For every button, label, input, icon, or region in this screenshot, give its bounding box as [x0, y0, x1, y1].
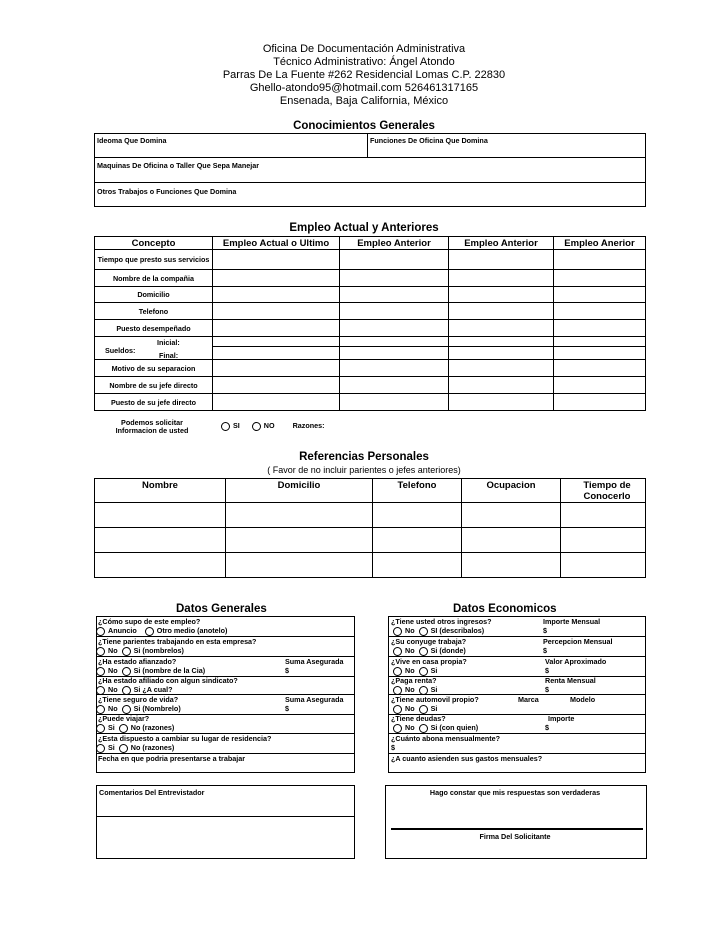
- ref-col-tiempo: Tiempo de Conocerlo: [561, 479, 646, 503]
- cell[interactable]: [95, 553, 226, 578]
- row-jefe-puesto: Puesto de su jefe directo: [95, 394, 213, 411]
- dg-q6-opts: Si No (razones): [96, 723, 174, 733]
- row-domicilio: Domicilio: [95, 287, 213, 303]
- dg-q3: ¿Ha estado afianzado?: [98, 657, 177, 666]
- cell[interactable]: [226, 553, 373, 578]
- otros-field[interactable]: [95, 183, 646, 207]
- de-q2-opts: No Si (donde): [393, 646, 466, 656]
- row-compania: Nombre de la compañia: [95, 270, 213, 287]
- maquinas-field[interactable]: [95, 158, 646, 183]
- firma-label: Firma Del Solicitante: [479, 832, 551, 841]
- idioma-field[interactable]: [95, 134, 368, 158]
- de-q1-val: $: [543, 626, 547, 635]
- dg-q4: ¿Ha estado afiliado con algun sindicato?: [98, 676, 238, 685]
- technician-name: Técnico Administrativo: Ángel Atondo: [273, 56, 455, 68]
- office-name: Oficina De Documentación Administrativa: [262, 43, 466, 55]
- de-q5: ¿Tiene automovil propio?: [391, 695, 479, 704]
- cell[interactable]: [95, 503, 226, 528]
- cell[interactable]: [213, 377, 340, 394]
- cell[interactable]: [462, 503, 561, 528]
- cell[interactable]: [340, 270, 449, 287]
- cell[interactable]: [554, 360, 646, 377]
- de-q3-val: $: [545, 666, 549, 675]
- de-q1: ¿Tiene usted otros ingresos?: [391, 617, 492, 626]
- contact-info: Ghello-atondo95@hotmail.com 526461317165: [249, 82, 479, 94]
- col-concepto: Concepto: [95, 237, 213, 250]
- maquinas-label: Maquinas De Oficina o Taller Que Sepa Manejar: [97, 161, 260, 170]
- cell[interactable]: [340, 320, 449, 337]
- cell[interactable]: [340, 360, 449, 377]
- cell[interactable]: [213, 360, 340, 377]
- dg-q3-opts: No Si (nombre de la Cia): [96, 666, 205, 676]
- si-label: SI: [233, 421, 240, 430]
- city: Ensenada, Baja California, México: [279, 95, 449, 107]
- no-radio[interactable]: [252, 422, 261, 431]
- dg-q5-val: $: [285, 704, 289, 713]
- datos-generales-title: Datos Generales: [176, 603, 267, 615]
- de-q4-val: $: [545, 685, 549, 694]
- radio[interactable]: [96, 724, 105, 733]
- funciones-label: Funciones De Oficina Que Domina: [370, 136, 488, 145]
- radio[interactable]: [96, 705, 105, 714]
- col-anterior-3: Empleo Anerior: [554, 237, 646, 250]
- cell[interactable]: [373, 528, 462, 553]
- radio[interactable]: [393, 705, 402, 714]
- cell[interactable]: [554, 303, 646, 320]
- dg-q2-opts: No Si (nombrelos): [96, 646, 184, 656]
- col-anterior-1: Empleo Anterior: [340, 237, 449, 250]
- cell[interactable]: [340, 287, 449, 303]
- dg-q1: ¿Cómo supo de este empleo?: [98, 617, 201, 626]
- cell[interactable]: [554, 394, 646, 411]
- razones-label: Razones:: [292, 421, 325, 430]
- de-q4-right: Renta Mensual: [545, 676, 596, 685]
- dg-q3-val: $: [285, 666, 289, 675]
- cell[interactable]: [226, 503, 373, 528]
- cell[interactable]: [561, 503, 646, 528]
- de-q6: ¿Tiene deudas?: [391, 714, 446, 723]
- comentarios-label: Comentarios Del Entrevistador: [99, 788, 205, 797]
- referencias-subtitle: ( Favor de no incluir parientes o jefes anteriores): [267, 465, 461, 475]
- cell[interactable]: [561, 528, 646, 553]
- cell[interactable]: [449, 303, 554, 320]
- cell[interactable]: [554, 250, 646, 270]
- referencias-table: [94, 478, 646, 578]
- dg-q2: ¿Tiene parientes trabajando en esta empresa?: [98, 637, 257, 646]
- inicial-label: Inicial:: [157, 338, 180, 347]
- dg-q5-opts: No Si (Nombrelo): [96, 704, 181, 714]
- idioma-label: Ideoma Que Domina: [97, 136, 167, 145]
- radio[interactable]: [119, 744, 128, 753]
- de-q5-modelo: Modelo: [570, 695, 596, 704]
- de-q3: ¿Vive en casa propia?: [391, 657, 467, 666]
- dg-q5: ¿Tiene seguro de vida?: [98, 695, 179, 704]
- ref-col-domicilio: Domicilio: [226, 479, 373, 503]
- cell[interactable]: [449, 337, 554, 347]
- cell[interactable]: [373, 553, 462, 578]
- cell[interactable]: [449, 360, 554, 377]
- cell[interactable]: [554, 337, 646, 347]
- radio[interactable]: [393, 667, 402, 676]
- radio[interactable]: [393, 686, 402, 695]
- final-label: Final:: [159, 351, 179, 360]
- dg-q7: ¿Esta dispuesto a cambiar su lugar de residencia?: [98, 734, 272, 743]
- empleo-table: [94, 236, 646, 411]
- cell[interactable]: [561, 553, 646, 578]
- funciones-field[interactable]: [368, 134, 646, 158]
- radio[interactable]: [122, 686, 131, 695]
- cell[interactable]: [449, 377, 554, 394]
- radio[interactable]: [419, 705, 428, 714]
- cell[interactable]: [449, 347, 554, 360]
- de-q3-right: Valor Aproximado: [545, 657, 607, 666]
- de-q2: ¿Su conyuge trabaja?: [391, 637, 467, 646]
- radio[interactable]: [393, 627, 402, 636]
- row-telefono: Telefono: [95, 303, 213, 320]
- de-q7: ¿Cuánto abona mensualmente?: [391, 734, 501, 743]
- dg-q4-opts: No Si ¿A cual?: [96, 685, 172, 695]
- no-label: NO: [263, 421, 275, 430]
- radio[interactable]: [96, 667, 105, 676]
- radio[interactable]: [122, 647, 131, 656]
- radio[interactable]: [419, 686, 428, 695]
- cell[interactable]: [449, 320, 554, 337]
- de-q2-val: $: [543, 646, 547, 655]
- referencias-title: Referencias Personales: [299, 451, 429, 463]
- constar-label: Hago constar que mis respuestas son verdaderas: [429, 788, 601, 797]
- de-q4-opts: No Si: [393, 685, 437, 695]
- ref-col-telefono: Telefono: [373, 479, 462, 503]
- cell[interactable]: [213, 394, 340, 411]
- dg-q8: Fecha en que podria presentarse a trabajar: [98, 754, 245, 763]
- firma-line[interactable]: [391, 828, 643, 830]
- radio[interactable]: [419, 627, 428, 636]
- radio[interactable]: [96, 686, 105, 695]
- de-q6-val: $: [545, 723, 549, 732]
- de-q5-marca: Marca: [518, 695, 539, 704]
- cell[interactable]: [340, 377, 449, 394]
- si-radio[interactable]: [221, 422, 230, 431]
- cell[interactable]: [213, 303, 340, 320]
- dg-q5-right: Suma Asegurada: [285, 695, 344, 704]
- row-motivo: Motivo de su separacion: [95, 360, 213, 377]
- row-tiempo: Tiempo que presto sus servicios: [95, 250, 213, 270]
- radio[interactable]: [122, 705, 131, 714]
- de-q5-opts: No Si: [393, 704, 437, 714]
- de-q7-val: $: [391, 743, 395, 752]
- cell[interactable]: [226, 528, 373, 553]
- ref-col-nombre: Nombre: [95, 479, 226, 503]
- cell[interactable]: [449, 250, 554, 270]
- col-anterior-2: Empleo Anterior: [449, 237, 554, 250]
- de-q4: ¿Paga renta?: [391, 676, 437, 685]
- cell[interactable]: [449, 394, 554, 411]
- ref-col-ocupacion: Ocupacion: [462, 479, 561, 503]
- empleo-title: Empleo Actual y Anteriores: [289, 222, 439, 234]
- cell[interactable]: [554, 320, 646, 337]
- cell[interactable]: [213, 347, 340, 360]
- otros-label: Otros Trabajos o Funciones Que Domina: [97, 187, 237, 196]
- radio[interactable]: [419, 647, 428, 656]
- cell[interactable]: [340, 394, 449, 411]
- cell[interactable]: [462, 553, 561, 578]
- radio[interactable]: [96, 647, 105, 656]
- cell[interactable]: [340, 347, 449, 360]
- radio[interactable]: [393, 724, 402, 733]
- cell[interactable]: [462, 528, 561, 553]
- cell[interactable]: [213, 250, 340, 270]
- cell[interactable]: [554, 347, 646, 360]
- radio[interactable]: [122, 667, 131, 676]
- dg-q1-opts: Anuncio Otro medio (anotelo): [96, 626, 227, 636]
- cell[interactable]: [554, 287, 646, 303]
- dg-q7-opts: Si No (razones): [96, 743, 174, 753]
- radio[interactable]: [96, 744, 105, 753]
- col-actual: Empleo Actual o Ultimo: [213, 237, 340, 250]
- dg-q6: ¿Puede viajar?: [98, 714, 150, 723]
- row-puesto: Puesto desempeñado: [95, 320, 213, 337]
- de-q1-right: Importe Mensual: [543, 617, 601, 626]
- cell[interactable]: [449, 270, 554, 287]
- cell[interactable]: [340, 303, 449, 320]
- cell[interactable]: [340, 250, 449, 270]
- cell[interactable]: [213, 270, 340, 287]
- radio[interactable]: [419, 667, 428, 676]
- cell[interactable]: [213, 337, 340, 347]
- radio[interactable]: [419, 724, 428, 733]
- de-q3-opts: No Si: [393, 666, 437, 676]
- de-q6-right: Importe: [548, 714, 575, 723]
- radio[interactable]: [96, 627, 105, 636]
- cell[interactable]: [554, 270, 646, 287]
- row-sueldos: [95, 337, 213, 360]
- cell[interactable]: [449, 287, 554, 303]
- cell[interactable]: [95, 528, 226, 553]
- dg-q3-right: Suma Asegurada: [285, 657, 344, 666]
- datos-economicos-title: Datos Economicos: [453, 603, 557, 615]
- sueldos-label: Sueldos:: [105, 346, 136, 355]
- address: Parras De La Fuente #262 Residencial Lomas C.P. 22830: [222, 69, 506, 81]
- solicitar-label: Podemos solicitar Informacion de usted: [115, 418, 189, 435]
- row-jefe-nombre: Nombre de su jefe directo: [95, 377, 213, 394]
- conocimientos-table: [94, 133, 646, 207]
- cell[interactable]: [373, 503, 462, 528]
- cell[interactable]: [340, 337, 449, 347]
- cell[interactable]: [554, 377, 646, 394]
- radio[interactable]: [145, 627, 154, 636]
- solicitar-options: [221, 421, 325, 431]
- de-q8: ¿A cuanto asienden sus gastos mensuales?: [391, 754, 543, 763]
- de-q1-opts: No SI (describalos): [393, 626, 484, 636]
- cell[interactable]: [213, 287, 340, 303]
- cell[interactable]: [213, 320, 340, 337]
- de-q6-opts: No Si (con quien): [393, 723, 478, 733]
- de-q2-right: Percepcion Mensual: [543, 637, 613, 646]
- radio[interactable]: [119, 724, 128, 733]
- radio[interactable]: [393, 647, 402, 656]
- conocimientos-title: Conocimientos Generales: [293, 120, 435, 132]
